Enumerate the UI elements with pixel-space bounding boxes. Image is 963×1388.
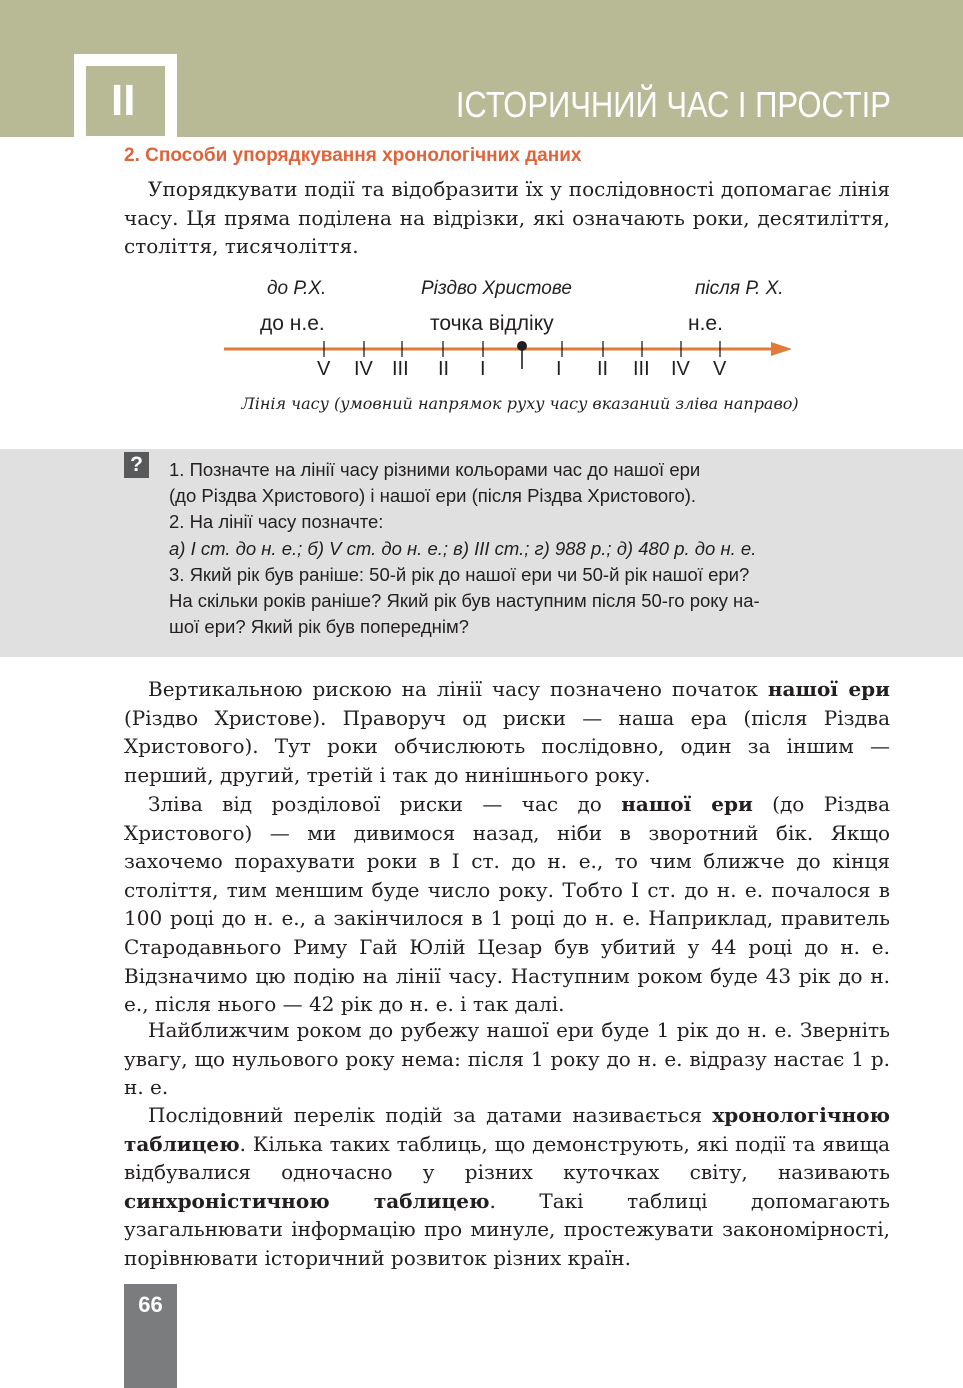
numeral-ad-5: V bbox=[713, 358, 727, 380]
body-paragraph-3: Найближчим роком до рубежу нашої ери буде 1 рік до н. е. Зверніть увагу, що нульового року нема: після 1 року до н. е. відразу настає 1 р. н. е. bbox=[124, 1018, 890, 1100]
questions-block bbox=[169, 457, 879, 640]
text-run: Вертикальною рискою на лінії часу позначено початок bbox=[148, 677, 768, 701]
bold-term: синхроністичною таблицею bbox=[124, 1188, 490, 1213]
numeral-bc-1: I bbox=[480, 358, 486, 380]
intro-paragraph: Упорядкувати події та відобразити їх у послідовності допомагає лінія часу. Ця пряма поділена на відрізки, які означають роки, десятиліття, століття, тисячоліття. bbox=[124, 177, 890, 259]
bold-term: нашої ери bbox=[621, 792, 753, 816]
text-run: . Кілька таких таблиць, що демонструють, які події та явища відбувалися одночасно у різних куточках світу, називають bbox=[124, 1131, 890, 1185]
text-run: Зліва від розділової риски — час до bbox=[148, 792, 622, 816]
numeral-ad-3: III bbox=[633, 358, 650, 380]
body-paragraph-1 bbox=[124, 675, 890, 789]
label-bc: до н.е. bbox=[260, 312, 325, 335]
chapter-number: II bbox=[86, 66, 165, 136]
bold-term: хронологічною таблицею bbox=[124, 1103, 890, 1156]
chapter-title: ІСТОРИЧНИЙ ЧАС І ПРОСТІР bbox=[455, 84, 891, 125]
label-rx: Різдво Христове bbox=[421, 278, 572, 299]
chapter-number-box bbox=[74, 54, 177, 148]
numeral-ad-2: II bbox=[597, 358, 609, 380]
text-run: (Різдво Христове). Праворуч од риски — наша ера (після Різдва Христового). Тут роки обчислюють послідовно, один за іншим — перший, другий, третій і так до нинішнього року. bbox=[124, 705, 890, 787]
origin-point bbox=[517, 341, 527, 351]
body-paragraph-4 bbox=[124, 1101, 890, 1273]
label-origin: точка відліку bbox=[430, 312, 554, 335]
label-ad: н.е. bbox=[688, 312, 723, 335]
numeral-ad-1: I bbox=[556, 358, 562, 380]
question-line: шої ери? Який рік був попереднім? bbox=[169, 616, 469, 638]
question-line: а) І ст. до н. е.; б) V ст. до н. е.; в) ІІІ ст.; г) 988 р.; д) 480 р. до н. е. bbox=[169, 537, 757, 559]
numeral-ad-4: IV bbox=[671, 358, 690, 380]
question-line: (до Різдва Христового) і нашої ери (після Різдва Христового). bbox=[169, 485, 697, 507]
question-line: 3. Який рік був раніше: 50-й рік до нашої ери чи 50-й рік нашої ери? bbox=[169, 563, 750, 585]
question-line: 1. Позначте на лінії часу різними кольорами час до нашої ери bbox=[169, 459, 701, 480]
numeral-bc-4: IV bbox=[354, 358, 373, 380]
section-heading: 2. Способи упорядкування хронологічних даних bbox=[124, 145, 582, 166]
question-line: На скільки років раніше? Який рік був наступним після 50-го року на- bbox=[169, 590, 760, 612]
text-run: Послідовний перелік подій за датами називається bbox=[148, 1103, 713, 1127]
timeline-arrowhead bbox=[771, 342, 792, 356]
question-line: 2. На лінії часу позначте: bbox=[169, 511, 384, 533]
timeline-figure bbox=[200, 272, 840, 422]
text-run: (до Різдва Христового) — ми дивимося назад, ніби в зворотний бік. Якщо захочемо порахувати роки в І ст. до н. е., то чим ближче до кінця століття, тим меншим буде число року. Тобто І ст. до н. е. почалося в 100 році до н. е., а закінчилося в 1 році до н. е. Наприклад, правитель Стародавнього Риму Гай Юлій Цезар був убитий у 44 році до н. е. Відзначимо цю подію на лінії часу. Наступним роком буде 43 рік до н. е., після нього — 42 рік до н. е. і так далі. bbox=[124, 792, 890, 1017]
numeral-bc-2: II bbox=[438, 358, 450, 380]
numeral-bc-3: III bbox=[392, 358, 409, 380]
page-number: 66 bbox=[138, 1292, 163, 1317]
page-number-box bbox=[124, 1284, 177, 1388]
label-after-rx: після Р. Х. bbox=[695, 278, 784, 299]
bold-term: нашої ери bbox=[767, 677, 890, 701]
label-before-rx: до Р.Х. bbox=[267, 278, 327, 299]
timeline-caption: Лінія часу (умовний напрямок руху часу вказаний зліва направо) bbox=[241, 394, 799, 413]
text-run: . Такі таблиці допомагають узагальнювати інформацію про минуле, простежувати закономірності, порівнювати історичний розвиток різних країн. bbox=[124, 1188, 891, 1270]
body-paragraph-2 bbox=[124, 790, 890, 1019]
numeral-bc-5: V bbox=[317, 358, 331, 380]
question-icon: ? bbox=[124, 452, 149, 478]
